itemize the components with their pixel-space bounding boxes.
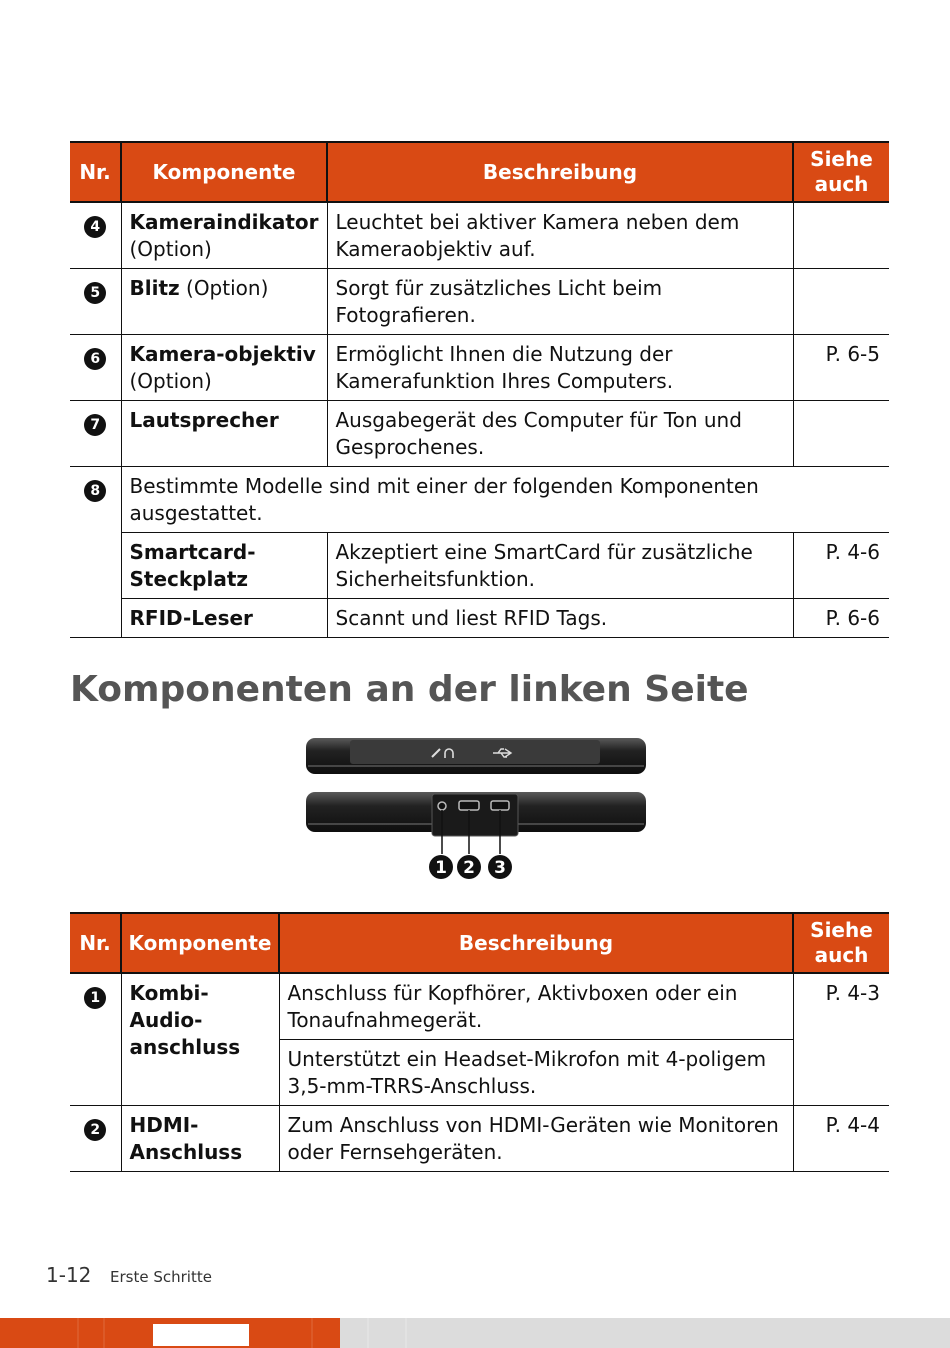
number-badge: 1 — [84, 987, 106, 1009]
number-badge: 7 — [84, 414, 106, 436]
table-row — [70, 202, 889, 269]
table-row — [70, 401, 889, 467]
component-name: Kamera-objektiv — [129, 342, 316, 366]
component-description: Scannt und liest RFID Tags. — [327, 599, 793, 638]
table-row — [70, 269, 889, 335]
component-description: Ermöglicht Ihnen die Nutzung der Kamerafunktion Ihres Computers. — [327, 335, 793, 401]
see-also-ref: P. 6-6 — [793, 599, 889, 638]
table-row — [70, 1106, 889, 1172]
header-description: Beschreibung — [327, 142, 793, 202]
component-option: (Option) — [129, 237, 212, 261]
footer-page-number: 1-12 — [46, 1263, 92, 1287]
callout-1 — [429, 855, 453, 879]
see-also-ref: P. 4-6 — [793, 533, 889, 599]
see-also-ref — [793, 202, 889, 269]
table-header-row — [70, 142, 889, 202]
svg-text:1: 1 — [435, 858, 447, 878]
components-table-1 — [70, 141, 889, 638]
row-intro: Bestimmte Modelle sind mit einer der folgenden Komponenten ausgestattet. — [121, 467, 889, 533]
component-description: Ausgabegerät des Computer für Ton und Gesprochenes. — [327, 401, 793, 467]
component-description: Anschluss für Kopfhörer, Aktivboxen oder ein Tonaufnahmegerät. — [279, 973, 793, 1040]
callout-2 — [457, 855, 481, 879]
header-component: Komponente — [121, 142, 327, 202]
components-table-2 — [70, 912, 889, 1172]
callout-3 — [488, 855, 512, 879]
component-description: Zum Anschluss von HDMI-Geräten wie Monitoren oder Fernsehgeräten. — [279, 1106, 793, 1172]
header-nr: Nr. — [70, 913, 121, 973]
see-also-ref — [793, 269, 889, 335]
table-row — [70, 467, 889, 533]
component-description: Sorgt für zusätzliches Licht beim Fotografieren. — [327, 269, 793, 335]
number-badge: 8 — [84, 480, 106, 502]
see-also-ref: P. 6-5 — [793, 335, 889, 401]
number-badge: 6 — [84, 348, 106, 370]
table-row — [70, 335, 889, 401]
table-row — [70, 973, 889, 1040]
table-header-row — [70, 913, 889, 973]
header-nr: Nr. — [70, 142, 121, 202]
header-component: Komponente — [121, 913, 279, 973]
component-name: Kameraindikator — [129, 210, 319, 234]
header-see-also: Siehe auch — [793, 913, 889, 973]
component-name: RFID-Leser — [129, 606, 253, 630]
usb-port — [491, 801, 509, 810]
component-name: Blitz — [129, 276, 180, 300]
svg-text:3: 3 — [494, 858, 506, 878]
header-description: Beschreibung — [279, 913, 793, 973]
component-name: HDMI-Anschluss — [129, 1113, 243, 1164]
number-badge: 2 — [84, 1119, 106, 1141]
component-name: Kombi-Audio-anschluss — [129, 981, 241, 1059]
see-also-ref — [793, 401, 889, 467]
see-also-ref: P. 4-3 — [793, 973, 889, 1106]
component-description: Leuchtet bei aktiver Kamera neben dem Kameraobjektiv auf. — [327, 202, 793, 269]
component-description: Unterstützt ein Headset-Mikrofon mit 4-poligem 3,5-mm-TRRS-Anschluss. — [279, 1040, 793, 1106]
see-also-ref: P. 4-4 — [793, 1106, 889, 1172]
number-badge: 5 — [84, 282, 106, 304]
device-left-side-figure — [300, 728, 652, 884]
device-side-view — [306, 792, 646, 836]
number-badge: 4 — [84, 216, 106, 238]
footer-chapter: Erste Schritte — [110, 1268, 212, 1286]
component-name: Lautsprecher — [129, 408, 279, 432]
audio-jack-port — [438, 802, 446, 810]
header-see-also: Siehe auch — [793, 142, 889, 202]
device-top-view — [306, 738, 646, 774]
component-option: (Option) — [129, 369, 212, 393]
component-option: (Option) — [186, 276, 269, 300]
svg-text:2: 2 — [463, 858, 475, 878]
table-row — [70, 533, 889, 599]
hdmi-port — [459, 801, 479, 810]
section-title: Komponenten an der linken Seite — [70, 669, 749, 710]
component-description: Akzeptiert eine SmartCard für zusätzliche Sicherheitsfunktion. — [327, 533, 793, 599]
component-name: Smartcard-Steckplatz — [129, 540, 256, 591]
table-row — [70, 599, 889, 638]
footer-bar — [0, 1318, 950, 1348]
